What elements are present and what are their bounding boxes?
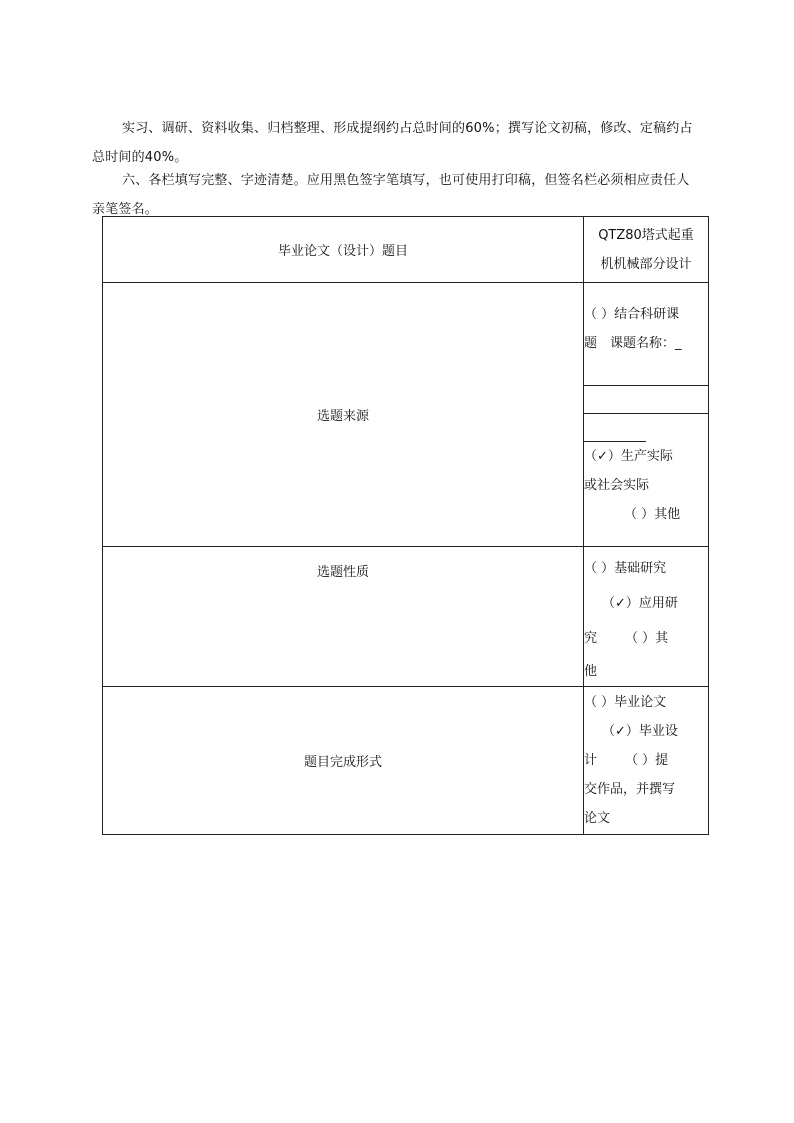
nature-option-line3: 究 （ ）其: [584, 630, 669, 646]
form-option-thesis: （ ）毕业论文: [584, 695, 667, 710]
completion-form-row: [103, 687, 709, 835]
form-option-work-line3: 论文: [584, 811, 611, 826]
form-option-work-line2: 交作品，并撰写: [584, 782, 676, 797]
topic-nature-label: 选题性质: [103, 547, 584, 687]
source-option-research-line2: 题 课题名称：_: [584, 336, 682, 351]
source-option-practice-line2: 或社会实际: [584, 478, 650, 493]
form-option-work: （ ）提: [625, 753, 669, 768]
source-option-research-line1: （ ）结合科研课: [584, 307, 680, 322]
thesis-title-label: 毕业论文（设计）题目: [103, 217, 584, 283]
check-mark-icon: ✓: [615, 595, 626, 611]
instruction-paragraph-6: 六、各栏填写完整、字迹清楚。应用黑色签字笔填写，也可使用打印稿，但签名栏必须相应责任人亲笔签名。: [92, 173, 690, 217]
completion-form-options: [584, 687, 709, 835]
nature-option-applied: （✓）应用研: [602, 595, 678, 611]
nature-option-basic: （ ）基础研究: [584, 560, 667, 576]
topic-nature-row: [103, 547, 709, 687]
thesis-title-row: [103, 217, 709, 283]
topic-nature-options: [584, 547, 709, 687]
thesis-title-line2: 机机械部分设计: [600, 256, 692, 272]
topic-source-options: [584, 283, 709, 547]
project-name-blank-3: [584, 414, 646, 442]
form-option-design: （✓）毕业设: [602, 724, 678, 739]
source-option-other: （ ）其他: [624, 507, 681, 522]
thesis-title-value: [584, 217, 709, 283]
topic-source-row: [103, 283, 709, 547]
topic-source-label: 选题来源: [103, 283, 584, 547]
project-name-blank-2: [584, 386, 708, 414]
check-mark-icon: ✓: [615, 724, 626, 739]
thesis-title-line1: QTZ80塔式起重: [598, 227, 694, 243]
nature-option-other: （ ）其: [625, 630, 669, 646]
project-name-blank-1: [584, 358, 708, 386]
thesis-info-table: [102, 216, 709, 835]
check-mark-icon: ✓: [597, 449, 608, 464]
source-option-practice: （✓）生产实际: [584, 449, 673, 464]
completion-form-label: 题目完成形式: [103, 687, 584, 835]
nature-option-other-line2: 他: [584, 663, 598, 679]
instruction-paragraph-5: 实习、调研、资料收集、归档整理、形成提纲约占总时间的60%；撰写论文初稿，修改、定稿约占总时间的40%。: [92, 121, 693, 165]
form-option-line3: 计 （ ）提: [584, 753, 669, 768]
